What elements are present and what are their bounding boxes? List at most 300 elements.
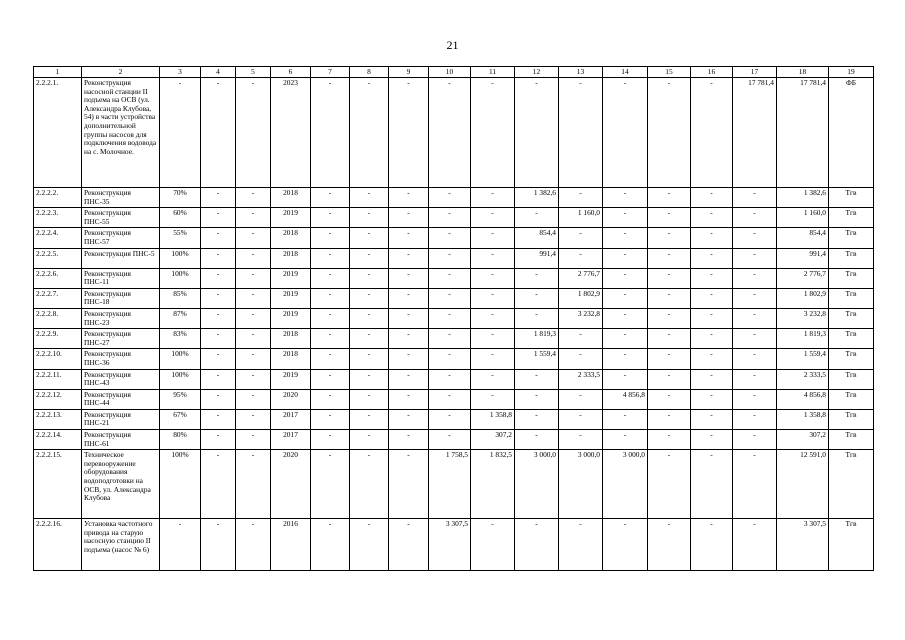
value-cell: Тгв (829, 208, 874, 228)
value-cell: - (691, 308, 733, 328)
value-cell: - (471, 329, 515, 349)
value-cell: - (311, 329, 350, 349)
value-cell: - (350, 308, 389, 328)
item-number-cell: 2.2.2.7. (34, 288, 82, 308)
value-cell: - (471, 208, 515, 228)
value-cell: - (389, 188, 429, 208)
value-cell: - (201, 450, 236, 519)
value-cell: - (603, 208, 648, 228)
value-cell: - (350, 188, 389, 208)
value-cell: Тгв (829, 430, 874, 450)
value-cell: - (515, 409, 559, 429)
value-cell: 70% (160, 188, 201, 208)
value-cell: 2019 (271, 369, 311, 389)
value-cell: - (201, 430, 236, 450)
item-name-cell: Установка частотного привода на старую насосную станцию II подъема (насос № 6) (82, 519, 160, 571)
value-cell: 60% (160, 208, 201, 228)
value-cell: 100% (160, 369, 201, 389)
value-cell: - (733, 268, 777, 288)
table-row (34, 519, 874, 571)
value-cell: - (350, 208, 389, 228)
value-cell: 1 819,3 (777, 329, 829, 349)
item-number-cell: 2.2.2.12. (34, 389, 82, 409)
value-cell: 1 382,6 (515, 188, 559, 208)
value-cell: 1 802,9 (559, 288, 603, 308)
value-cell: - (311, 308, 350, 328)
value-cell: - (691, 228, 733, 248)
value-cell: - (648, 78, 691, 188)
value-cell: - (350, 519, 389, 571)
value-cell: 83% (160, 329, 201, 349)
value-cell: - (691, 208, 733, 228)
item-number-cell: 2.2.2.11. (34, 369, 82, 389)
value-cell: 100% (160, 268, 201, 288)
value-cell: - (201, 248, 236, 268)
value-cell: - (236, 228, 271, 248)
value-cell: - (236, 349, 271, 369)
value-cell: Тгв (829, 268, 874, 288)
value-cell: 1 758,5 (429, 450, 471, 519)
value-cell: - (311, 188, 350, 208)
value-cell: - (236, 369, 271, 389)
value-cell: - (389, 288, 429, 308)
value-cell: - (471, 268, 515, 288)
value-cell: - (311, 369, 350, 389)
column-header: 15 (648, 67, 691, 78)
value-cell: 307,2 (471, 430, 515, 450)
value-cell: - (350, 409, 389, 429)
column-header: 19 (829, 67, 874, 78)
value-cell: 87% (160, 308, 201, 328)
value-cell: - (691, 450, 733, 519)
value-cell: - (201, 288, 236, 308)
value-cell: - (389, 519, 429, 571)
value-cell: - (201, 389, 236, 409)
value-cell: - (236, 248, 271, 268)
value-cell: 12 591,0 (777, 450, 829, 519)
value-cell: 3 000,0 (515, 450, 559, 519)
table-row (34, 409, 874, 429)
investment-table (33, 66, 874, 571)
value-cell: - (389, 248, 429, 268)
item-name-cell: Реконструкция ПНС-18 (82, 288, 160, 308)
value-cell: - (603, 188, 648, 208)
value-cell: - (311, 228, 350, 248)
value-cell: - (350, 430, 389, 450)
table-row (34, 78, 874, 188)
value-cell: 991,4 (515, 248, 559, 268)
value-cell: - (559, 329, 603, 349)
item-number-cell: 2.2.2.16. (34, 519, 82, 571)
value-cell: - (350, 329, 389, 349)
value-cell: 2020 (271, 450, 311, 519)
value-cell: 2 333,5 (777, 369, 829, 389)
value-cell: - (733, 208, 777, 228)
value-cell: - (429, 308, 471, 328)
value-cell: 17 781,4 (733, 78, 777, 188)
value-cell: - (733, 369, 777, 389)
item-number-cell: 2.2.2.5. (34, 248, 82, 268)
value-cell: - (603, 248, 648, 268)
value-cell: - (691, 369, 733, 389)
column-header: 11 (471, 67, 515, 78)
value-cell: - (691, 248, 733, 268)
item-number-cell: 2.2.2.1. (34, 78, 82, 188)
value-cell: - (201, 329, 236, 349)
value-cell: - (201, 208, 236, 228)
value-cell: - (515, 369, 559, 389)
value-cell: - (691, 519, 733, 571)
value-cell: 2023 (271, 78, 311, 188)
column-header: 3 (160, 67, 201, 78)
value-cell: - (236, 308, 271, 328)
value-cell: - (429, 288, 471, 308)
value-cell: - (236, 188, 271, 208)
value-cell: 1 160,0 (559, 208, 603, 228)
value-cell: 2 333,5 (559, 369, 603, 389)
value-cell: 1 819,3 (515, 329, 559, 349)
value-cell: - (471, 228, 515, 248)
value-cell: - (389, 389, 429, 409)
value-cell: - (389, 369, 429, 389)
value-cell: Тгв (829, 329, 874, 349)
value-cell: - (603, 228, 648, 248)
value-cell: 4 856,8 (603, 389, 648, 409)
value-cell: - (350, 248, 389, 268)
value-cell: - (201, 78, 236, 188)
item-name-cell: Техническое перевооружение оборудования водоподготовки на ОСВ, ул. Александра Клубова (82, 450, 160, 519)
table-row (34, 389, 874, 409)
value-cell: - (429, 268, 471, 288)
value-cell: - (389, 450, 429, 519)
value-cell: - (733, 389, 777, 409)
value-cell: 3 000,0 (559, 450, 603, 519)
value-cell: - (559, 228, 603, 248)
value-cell: - (350, 288, 389, 308)
value-cell: 1 160,0 (777, 208, 829, 228)
column-header: 2 (82, 67, 160, 78)
value-cell: Тгв (829, 519, 874, 571)
item-name-cell: Реконструкция ПНС-27 (82, 329, 160, 349)
value-cell: - (471, 248, 515, 268)
column-header: 14 (603, 67, 648, 78)
value-cell: - (603, 430, 648, 450)
value-cell: Тгв (829, 369, 874, 389)
value-cell: 1 358,8 (777, 409, 829, 429)
value-cell: - (471, 288, 515, 308)
table-row (34, 308, 874, 328)
value-cell: - (691, 329, 733, 349)
value-cell: - (648, 349, 691, 369)
table-row (34, 268, 874, 288)
value-cell: Тгв (829, 248, 874, 268)
value-cell: - (236, 208, 271, 228)
value-cell: 2016 (271, 519, 311, 571)
value-cell: - (691, 268, 733, 288)
value-cell: 2019 (271, 268, 311, 288)
value-cell: 3 232,8 (559, 308, 603, 328)
value-cell: 100% (160, 349, 201, 369)
table-row (34, 369, 874, 389)
value-cell: - (236, 78, 271, 188)
item-number-cell: 2.2.2.2. (34, 188, 82, 208)
item-number-cell: 2.2.2.6. (34, 268, 82, 288)
value-cell: - (691, 349, 733, 369)
value-cell: - (515, 208, 559, 228)
value-cell: - (648, 308, 691, 328)
value-cell: 2017 (271, 430, 311, 450)
value-cell: 2019 (271, 288, 311, 308)
table-row (34, 450, 874, 519)
header-row (34, 67, 874, 78)
value-cell: - (471, 188, 515, 208)
table-row (34, 329, 874, 349)
value-cell: - (311, 430, 350, 450)
value-cell: - (648, 389, 691, 409)
value-cell: - (648, 369, 691, 389)
value-cell: - (733, 308, 777, 328)
table-row (34, 208, 874, 228)
value-cell: - (236, 409, 271, 429)
value-cell: 3 307,5 (777, 519, 829, 571)
value-cell: - (201, 308, 236, 328)
item-number-cell: 2.2.2.10. (34, 349, 82, 369)
value-cell: - (236, 389, 271, 409)
item-number-cell: 2.2.2.9. (34, 329, 82, 349)
value-cell: - (603, 288, 648, 308)
value-cell: - (389, 349, 429, 369)
value-cell: Тгв (829, 450, 874, 519)
value-cell: - (429, 188, 471, 208)
value-cell: - (429, 329, 471, 349)
value-cell: - (515, 519, 559, 571)
value-cell: 2 776,7 (777, 268, 829, 288)
item-name-cell: Реконструкция ПНС-57 (82, 228, 160, 248)
value-cell: 3 307,5 (429, 519, 471, 571)
value-cell: - (691, 409, 733, 429)
value-cell: - (201, 519, 236, 571)
value-cell: - (236, 519, 271, 571)
value-cell: - (733, 288, 777, 308)
value-cell: 2018 (271, 349, 311, 369)
item-number-cell: 2.2.2.4. (34, 228, 82, 248)
value-cell: - (201, 349, 236, 369)
value-cell: - (733, 349, 777, 369)
value-cell: 307,2 (777, 430, 829, 450)
value-cell: Тгв (829, 188, 874, 208)
value-cell: 1 559,4 (515, 349, 559, 369)
value-cell: 2020 (271, 389, 311, 409)
item-name-cell: Реконструкция ПНС-35 (82, 188, 160, 208)
value-cell: 80% (160, 430, 201, 450)
value-cell: - (429, 78, 471, 188)
value-cell: 4 856,8 (777, 389, 829, 409)
column-header: 10 (429, 67, 471, 78)
value-cell: - (429, 389, 471, 409)
table-row (34, 349, 874, 369)
column-header: 7 (311, 67, 350, 78)
value-cell: - (389, 308, 429, 328)
value-cell: - (429, 369, 471, 389)
value-cell: 85% (160, 288, 201, 308)
value-cell: - (648, 208, 691, 228)
value-cell: - (389, 409, 429, 429)
value-cell: - (648, 519, 691, 571)
value-cell: - (350, 268, 389, 288)
column-header: 5 (236, 67, 271, 78)
item-name-cell: Реконструкция ПНС-11 (82, 268, 160, 288)
table-row (34, 248, 874, 268)
value-cell: - (429, 208, 471, 228)
value-cell: - (389, 78, 429, 188)
value-cell: - (648, 430, 691, 450)
value-cell: - (201, 409, 236, 429)
value-cell: - (311, 268, 350, 288)
value-cell: 2018 (271, 228, 311, 248)
value-cell: 1 382,6 (777, 188, 829, 208)
value-cell: 1 832,5 (471, 450, 515, 519)
value-cell: - (603, 78, 648, 188)
value-cell: - (691, 188, 733, 208)
value-cell: 95% (160, 389, 201, 409)
value-cell: - (515, 308, 559, 328)
value-cell: - (389, 228, 429, 248)
value-cell: ФБ (829, 78, 874, 188)
value-cell: - (350, 389, 389, 409)
column-header: 1 (34, 67, 82, 78)
value-cell: - (559, 349, 603, 369)
value-cell: - (559, 389, 603, 409)
value-cell: - (236, 288, 271, 308)
item-name-cell: Реконструкция ПНС-43 (82, 369, 160, 389)
item-name-cell: Реконструкция ПНС-55 (82, 208, 160, 228)
value-cell: - (648, 228, 691, 248)
value-cell: - (733, 409, 777, 429)
item-name-cell: Реконструкция насосной станции II подъема на ОСВ (ул. Александра Клубова, 54) в части устройства дополнительной группы насосов для подключения водовода на с. Молочное. (82, 78, 160, 188)
value-cell: 55% (160, 228, 201, 248)
value-cell: - (515, 268, 559, 288)
value-cell: - (350, 450, 389, 519)
value-cell: - (559, 409, 603, 429)
value-cell: - (201, 369, 236, 389)
item-number-cell: 2.2.2.3. (34, 208, 82, 228)
value-cell: - (236, 450, 271, 519)
column-header: 8 (350, 67, 389, 78)
value-cell: - (236, 268, 271, 288)
value-cell: - (429, 228, 471, 248)
value-cell: - (389, 329, 429, 349)
value-cell: Тгв (829, 228, 874, 248)
value-cell: - (471, 349, 515, 369)
item-name-cell: Реконструкция ПНС-36 (82, 349, 160, 369)
value-cell: 854,4 (515, 228, 559, 248)
value-cell: - (603, 329, 648, 349)
value-cell: - (350, 228, 389, 248)
value-cell: 2018 (271, 188, 311, 208)
item-name-cell: Реконструкция ПНС-61 (82, 430, 160, 450)
value-cell: - (201, 268, 236, 288)
value-cell: 2017 (271, 409, 311, 429)
table-row (34, 228, 874, 248)
value-cell: - (311, 78, 350, 188)
value-cell: 3 232,8 (777, 308, 829, 328)
value-cell: 1 802,9 (777, 288, 829, 308)
value-cell: 854,4 (777, 228, 829, 248)
value-cell: 2018 (271, 329, 311, 349)
value-cell: - (429, 248, 471, 268)
value-cell: - (471, 369, 515, 389)
value-cell: 2019 (271, 308, 311, 328)
value-cell: - (236, 329, 271, 349)
value-cell: 2 776,7 (559, 268, 603, 288)
item-number-cell: 2.2.2.13. (34, 409, 82, 429)
column-header: 6 (271, 67, 311, 78)
value-cell: - (429, 409, 471, 429)
item-number-cell: 2.2.2.15. (34, 450, 82, 519)
value-cell: - (471, 308, 515, 328)
value-cell: - (311, 248, 350, 268)
value-cell: - (733, 248, 777, 268)
table-row (34, 430, 874, 450)
value-cell: 17 781,4 (777, 78, 829, 188)
value-cell: - (311, 389, 350, 409)
value-cell: - (648, 409, 691, 429)
value-cell: - (559, 78, 603, 188)
column-header: 13 (559, 67, 603, 78)
value-cell: - (160, 519, 201, 571)
value-cell: Тгв (829, 409, 874, 429)
value-cell: - (201, 188, 236, 208)
value-cell: 991,4 (777, 248, 829, 268)
value-cell: - (389, 208, 429, 228)
value-cell: - (691, 288, 733, 308)
value-cell: - (471, 519, 515, 571)
value-cell: 3 000,0 (603, 450, 648, 519)
column-header: 4 (201, 67, 236, 78)
value-cell: - (648, 450, 691, 519)
value-cell: Тгв (829, 349, 874, 369)
value-cell: - (389, 268, 429, 288)
value-cell: - (160, 78, 201, 188)
value-cell: - (311, 349, 350, 369)
value-cell: - (559, 188, 603, 208)
value-cell: - (691, 78, 733, 188)
value-cell: Тгв (829, 389, 874, 409)
value-cell: - (559, 430, 603, 450)
value-cell: - (691, 430, 733, 450)
value-cell: - (515, 78, 559, 188)
value-cell: - (733, 228, 777, 248)
value-cell: - (515, 288, 559, 308)
value-cell: Тгв (829, 288, 874, 308)
item-name-cell: Реконструкция ПНС-5 (82, 248, 160, 268)
value-cell: - (389, 430, 429, 450)
column-header: 18 (777, 67, 829, 78)
value-cell: - (559, 248, 603, 268)
value-cell: - (733, 519, 777, 571)
value-cell: - (603, 349, 648, 369)
item-name-cell: Реконструкция ПНС-21 (82, 409, 160, 429)
value-cell: - (603, 268, 648, 288)
value-cell: 100% (160, 450, 201, 519)
item-number-cell: 2.2.2.8. (34, 308, 82, 328)
value-cell: - (515, 389, 559, 409)
value-cell: - (311, 208, 350, 228)
value-cell: - (311, 519, 350, 571)
value-cell: - (603, 409, 648, 429)
value-cell: - (733, 450, 777, 519)
value-cell: 100% (160, 248, 201, 268)
